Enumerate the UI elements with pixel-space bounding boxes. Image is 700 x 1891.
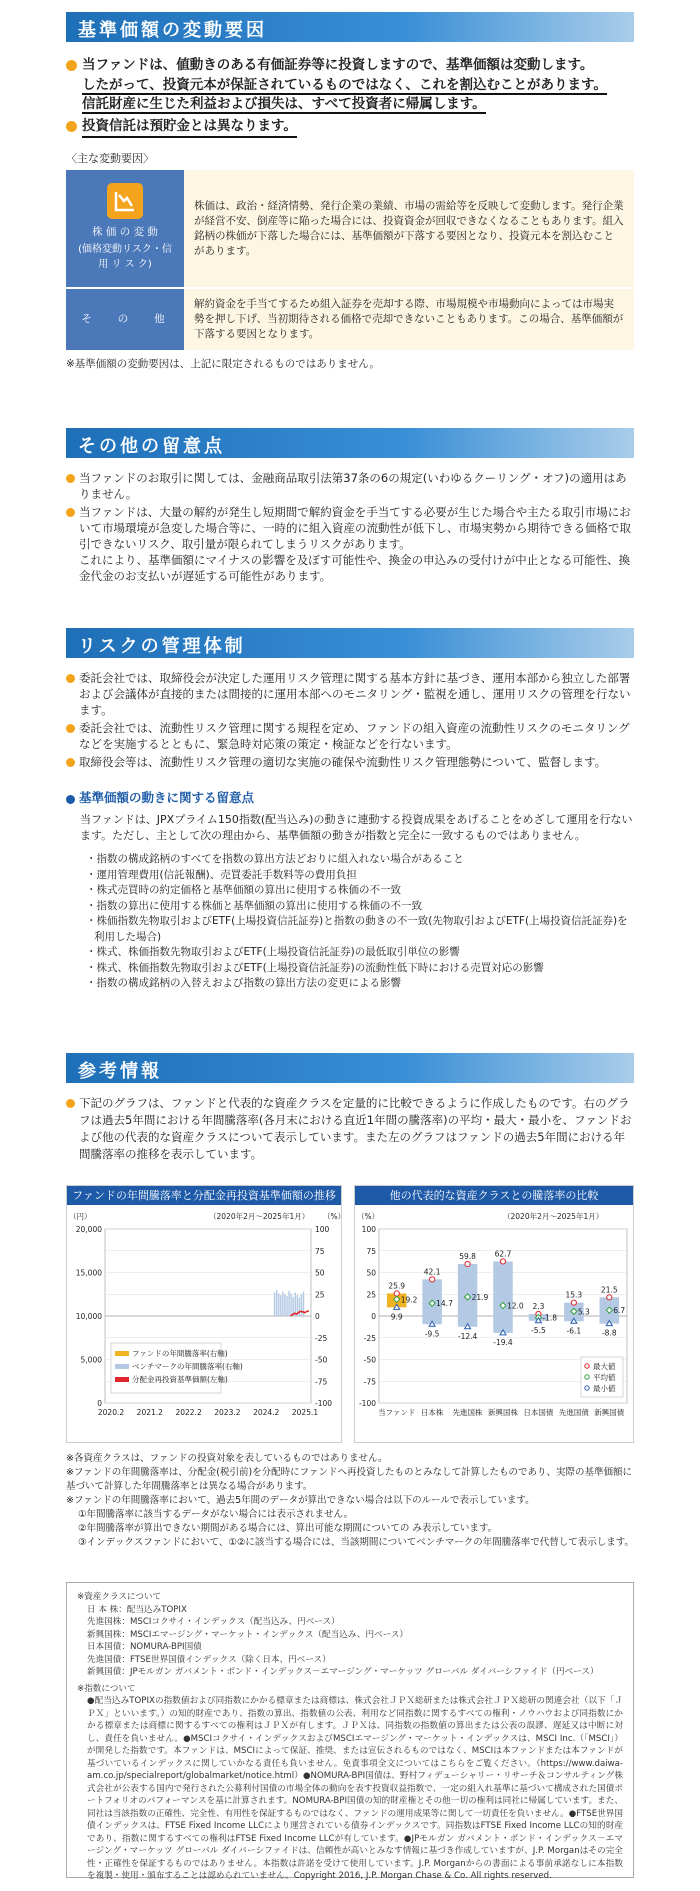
range-bar [493, 1261, 512, 1332]
section-volatility [66, 12, 634, 371]
bullet-icon [66, 60, 77, 71]
chart-left-svg [67, 1205, 346, 1442]
tick-label: 2021.2 [136, 1408, 163, 1417]
tick-label: -25 [315, 1333, 328, 1343]
tick-label: 0 [371, 1312, 376, 1321]
tick-label: 100 [315, 1225, 330, 1234]
bullet-item [66, 720, 634, 752]
tick-label: 2020.2 [97, 1408, 125, 1417]
factor-sublabel: (価格変動リスク・信 用 リ ス ク) [78, 244, 172, 270]
avg-label: 6.7 [613, 1306, 626, 1316]
min-label: -6.1 [566, 1326, 582, 1336]
max-label: 15.3 [565, 1290, 583, 1300]
section-risk-management [66, 628, 634, 992]
bullet-icon [66, 474, 75, 483]
tick-label: 50 [315, 1268, 325, 1278]
note-line: ①年間騰落率に該当するデータがない場合には表示されません。 [78, 1509, 354, 1520]
max-label: 2.3 [532, 1301, 545, 1311]
lead-text: したがって、投資元本が保証されているものではなく、これを割込むことがあります。 [82, 76, 607, 93]
note-line: ②年間騰落率が算出できない期間がある場合には、算出可能な期間についての み表示しています。 [78, 1523, 498, 1534]
legend-label: 最小値 [593, 1384, 616, 1393]
tick-label: 15,000 [75, 1268, 102, 1278]
tick-label: 2024.2 [253, 1408, 280, 1417]
bench-bar [276, 1290, 277, 1316]
tick-label: 0 [315, 1312, 320, 1321]
tick-label: 75 [315, 1246, 325, 1256]
bullet-icon [66, 508, 75, 517]
section-reference [66, 1053, 634, 1163]
bullet-item [66, 754, 634, 770]
index-disclaimer: ●配当込みTOPIXの指数値および同指数にかかる標章または商標は、株式会社ＪＰＸ総研または株式会社ＪＰＸ総研の関連会社（以下「ＪＰＸ」といいます。）の知的財産であり、指数の算出、指数値の公表、利用など同指数に関するすべての権利・ノウハウおよび同指数にかかる標章または商標に関するすべての権利はＪＰＸが有します。ＪＰＸは、同指数の指数値の算出または公表の誤謬、遅延又は中断に対し、責任を負いません。●MSCIコクサイ・インデックスおよびMSCIエマージング・マーケット・インデックスは、MSCI Inc.（「MSCI」）が開発した指数です。本ファンドは、MSCIによって保証、推奨、または宣伝されるものではなく、MSCIは本ファンドまたは本ファンドが基づいているインデックスに関していかなる責任も負いません。免責事項全文についてはこちらをご覧ください。（https://www.daiwa-am.co.jp/specialreport/globalmarket/notice.html）●NOMURA-BPI国債は、野村フィデューシャリー・リサーチ＆コンサルティング株式会社が公表する国内で発行された公募利付国債の市場全体の動向を表す投資収益指数で、一定の組入れ基準に基づいて構成された国債ポートフォリオのパフォーマンスを基に計算されます。NOMURA-BPI国債の知的財産権とその他一切の権利は同社に帰属しています。また、同社は当該指数の正確性、完全性、有用性を保証するものではなく、ファンドの運用成果等に関して一切責任を負いません。●FTSE世界国債インデックスは、FTSE Fixed Income LLCにより運営されている債券インデックスです。同指数はFTSE Fixed Income LLCの知的財産であり、指数に関するすべての権利はFTSE Fixed Income LLCが有しています。●JPモルガン ガバメント・ボンド・インデックス－エマージング・マーケッツ グローバル ダイバーシファイドは、信頼性が高いとみなす情報に基づき作成していますが、J.P. Morganはその完全性・正確性を保証するものではありません。本指数は許諾を受けて使用しています。J.P. Morganからの書面による事前承諾なしに本指数を複製・使用・頒布することは認められていません。Copyright 2016, J.P. Morgan Chase & Co. All rights reserved. [87, 1696, 624, 1881]
avg-label: 14.7 [436, 1299, 453, 1309]
section-title: その他の留意点 [66, 428, 634, 458]
lead-text: 信託財産に生じた利益および損失は、すべて投資者に帰属します。 [82, 96, 486, 112]
tick-label: 100 [361, 1225, 376, 1234]
note-line: ③インデックスファンドにおいて、①②に該当する場合には、当該期間についてベンチマークの年間騰落率で代替して表示します。 [78, 1537, 634, 1548]
bullet-text: 委託会社では、流動性リスク管理に関する規程を定め、ファンドの組入資産の流動性リスクのモニタリングなどを実施するとともに、緊急時対応策の策定・検証などを行ないます。 [79, 721, 630, 751]
list-item: ・指数の構成銘柄の入替えおよび指数の算出方法の変更による影響 [86, 977, 401, 989]
tick-label: 0 [97, 1399, 102, 1408]
category-label: 当ファンド [378, 1408, 416, 1417]
category-label: 日本国債 [523, 1408, 554, 1417]
chart-period: （2020年2月～2025年1月） [503, 1212, 604, 1221]
bullet-text: 委託会社では、取締役会が決定した運用リスク管理に関する基本方針に基づき、運用本部から独立した部署および会議体が直接的または間接的に運用本部へのモニタリング・監視を通し、運用リスクの管理を行ないます。 [79, 671, 631, 717]
subsection-text: 当ファンドは、JPXプライム150指数(配当込み)の動きに連動する投資成果をあげることをめざして運用を行ないます。ただし、主として次の理由から、基準価額の動きが指数と完全に一致するものではありません。 [80, 813, 633, 842]
bench-bar [274, 1293, 275, 1316]
asset-class-line: 日 本 株：配当込みTOPIX [87, 1604, 187, 1615]
asset-class-line: 新興国債：JPモルガン ガバメント・ボンド・インデックス－エマージング・マーケッツ グローバル ダイバーシファイド（円ベース） [87, 1667, 599, 1677]
bullet-item [66, 470, 634, 502]
legend-marker [585, 1364, 589, 1368]
y-axis-label: （%） [357, 1212, 380, 1221]
legend-marker [585, 1386, 589, 1390]
chart-notes [66, 1452, 634, 1550]
bullet-item [66, 504, 634, 584]
factor-text: 株価は、政治・経済情勢、発行企業の業績、市場の需給等を反映して変動します。発行企業が経営不安、倒産等に陥った場合には、投資資金が回収できなくなることもあります。組入銘柄の株価が下落した場合には、基準価額が下落する要因となり、投資元本を割込むことがあります。 [184, 170, 634, 288]
bench-bar [280, 1295, 281, 1316]
bullet-text: 当ファンドのお取引に関しては、金融商品取引法第37条の6の規定(いわゆるクーリング・オフ)の適用はありません。 [79, 471, 627, 501]
legend-marker [585, 1375, 589, 1379]
tick-label: 5,000 [80, 1355, 102, 1365]
tick-label: -100 [358, 1399, 376, 1408]
max-label: 59.8 [459, 1251, 476, 1261]
list-item: ・指数の構成銘柄のすべてを指数の算出方法どおりに組入れない場合があること [86, 853, 464, 865]
bullet-text: 下記のグラフは、ファンドと代表的な資産クラスを定量的に比較できるように作成したものです。右のグラフは過去5年間における年間騰落率(各月末における直近1年間の騰落率)の平均・最大・最小を、ファンドおよび他の代表的な資産クラスについて表示しています。また左のグラフはファンドの過去5年間における年間騰落率の推移を表示しています。 [79, 1096, 632, 1161]
bullet-icon [66, 758, 75, 767]
tick-label: -50 [363, 1355, 376, 1365]
legend-label: 最大値 [593, 1362, 616, 1371]
factor-list [66, 852, 634, 992]
asset-class-line: 新興国株：MSCIエマージング・マーケット・インデックス（配当込み、円ベース） [87, 1629, 409, 1640]
bench-bar [284, 1294, 285, 1316]
index-notes-box [66, 1582, 634, 1881]
factor-text: 解約資金を手当てするため組入証券を売却する際、市場規模や市場動向によっては市場実勢を押し下げ、当初期待される価格で売却できないこともあります。この場合、基準価額が下落する要因となります。 [184, 288, 634, 350]
bench-bar [282, 1292, 283, 1316]
note-line: ※ファンドの年間騰落率は、分配金(税引前)を分配時にファンドへ再投資したものとみなして計算したものであり、実際の基準価額に基づいて計算した年間騰落率とは異なる場合があります。 [66, 1467, 632, 1492]
factor-label: そ の 他 [66, 288, 184, 350]
max-point [430, 1277, 435, 1282]
min-label: -9.5 [424, 1329, 440, 1339]
bullet-icon [66, 674, 75, 683]
bullet-icon [66, 1099, 75, 1108]
bench-bar [295, 1293, 296, 1316]
category-label: 新興国債 [594, 1408, 625, 1417]
chart-fund-returns [66, 1185, 346, 1443]
tick-label: 10,000 [75, 1312, 102, 1321]
avg-label: 5.3 [577, 1307, 590, 1317]
asset-class-list [77, 1604, 623, 1679]
min-label: -8.8 [601, 1328, 617, 1338]
chart-title: ファンドの年間騰落率と分配金再投資基準価額の推移 [67, 1186, 341, 1205]
chart-asset-comparison [354, 1185, 634, 1443]
max-label: 21.5 [600, 1285, 618, 1295]
avg-label: 21.9 [471, 1292, 489, 1302]
category-label: 先進国債 [558, 1408, 589, 1417]
legend-swatch [115, 1351, 129, 1356]
note-line: ※各資産クラスは、ファンドの投資対象を表しているものではありません。 [66, 1453, 388, 1464]
factor-label-cell [66, 170, 184, 288]
min-label: -19.4 [493, 1337, 513, 1347]
bullet-item [66, 670, 634, 718]
list-item: ・指数の算出に使用する株価と基準価額の算出に使用する株価の不一致 [86, 899, 422, 912]
legend-label: ファンドの年間騰落率(右軸) [132, 1349, 228, 1358]
notes-heading: ※資産クラスについて [77, 1592, 162, 1602]
avg-label: 12.0 [507, 1301, 524, 1311]
category-label: 日本株 [420, 1408, 444, 1417]
lead-text: 投資信託は預貯金とは異なります。 [82, 117, 297, 139]
tick-label: 2022.2 [175, 1408, 202, 1417]
list-item: ・運用管理費用(信託報酬)、売買委託手数料等の費用負担 [86, 868, 357, 881]
category-label: 新興国株 [488, 1408, 518, 1417]
bench-bar [301, 1294, 302, 1316]
bullet-text: 取締役会等は、流動性リスク管理の適切な実施の確保や流動性リスク管理態勢について、監督します。 [79, 755, 607, 769]
note-line: ※ファンドの年間騰落率において、過去5年間のデータが算出できない場合は以下のルールで表示しています。 [66, 1495, 535, 1506]
bullet-icon [66, 724, 75, 733]
asset-class-line: 先進国債：FTSE世界国債インデックス（除く日本、円ベース） [87, 1654, 331, 1665]
asset-class-line: 日本国債：NOMURA-BPI国債 [87, 1642, 202, 1652]
factors-label: 〈主な変動要因〉 [66, 152, 154, 165]
max-point [571, 1300, 576, 1305]
y-axis-label: （円） [69, 1212, 92, 1221]
footnote: ※基準価額の変動要因は、上記に限定されるものではありません。 [66, 358, 380, 370]
subsection-title-text: 基準価額の動きに関する留意点 [79, 790, 255, 805]
min-label: 9.9 [390, 1312, 403, 1322]
asset-class-line: 先進国株：MSCIコクサイ・インデックス（配当込み、円ベース） [87, 1617, 340, 1627]
tick-label: 20,000 [75, 1225, 102, 1234]
category-label: 先進国株 [452, 1408, 483, 1417]
tick-label: 75 [366, 1246, 376, 1256]
lead-text: 当ファンドは、値動きのある有価証券等に投資しますので、基準価額は変動します。 [82, 57, 594, 73]
factor-label: 株 価 の 変 動 [92, 226, 158, 238]
bullet-item [66, 1095, 634, 1163]
list-item: ・株価指数先物取引およびETF(上場投資信託証券)と指数の動きの不一致(先物取引およびETF(上場投資信託証券)を利用した場合) [86, 915, 628, 943]
max-point [500, 1259, 505, 1264]
bullet-icon [66, 795, 75, 804]
legend-swatch [115, 1377, 129, 1382]
factor-table [66, 170, 634, 350]
max-point [607, 1295, 612, 1300]
legend-label: ベンチマークの年間騰落率(右軸) [132, 1362, 243, 1371]
subsection-title [66, 788, 634, 806]
max-point [465, 1261, 470, 1266]
lead-bullet [66, 56, 634, 115]
bullet-text: これにより、基準価額にマイナスの影響を及ぼす可能性や、換金の申込みの受付けが中止となる可能性、換金代金のお支払いが遅延する可能性があります。 [79, 553, 631, 583]
legend-label: 平均値 [593, 1373, 616, 1382]
tick-label: 50 [366, 1268, 376, 1278]
max-point [394, 1291, 399, 1296]
chart-title: 他の代表的な資産クラスとの騰落率の比較 [355, 1186, 633, 1205]
tick-label: 2025.1 [291, 1408, 319, 1417]
bench-bar [278, 1293, 279, 1316]
bullet-text: 当ファンドは、大量の解約が発生し短期間で解約資金を手当てする必要が生じた場合や主たる取引市場において市場環境が急変した場合等に、一時的に組入資産の流動性が低下し、市場実勢から期待できる価格で取引できないリスク、取引量が限られてしまうリスクがあります。 [79, 505, 631, 551]
chart-period: （2020年2月～2025年1月） [209, 1212, 310, 1221]
bench-bar [286, 1296, 287, 1316]
section-other-notes [66, 428, 634, 584]
tick-label: -75 [315, 1377, 328, 1387]
section-title: 参考情報 [66, 1053, 634, 1083]
list-item: ・株式、株価指数先物取引およびETF(上場投資信託証券)の最低取引単位の影響 [86, 946, 460, 958]
lead-bullet [66, 117, 634, 139]
max-label: 25.9 [388, 1281, 406, 1291]
section-title: リスクの管理体制 [66, 628, 634, 658]
list-item: ・株式、株価指数先物取引およびETF(上場投資信託証券)の流動性低下時における売買対応の影響 [86, 961, 544, 974]
avg-label: -1.8 [542, 1313, 558, 1323]
notes-heading: ※指数について [77, 1683, 136, 1694]
legend-swatch [115, 1364, 129, 1369]
bench-bar [288, 1291, 289, 1316]
tick-label: 25 [315, 1290, 325, 1300]
chart-right-svg [355, 1205, 633, 1442]
max-label: 42.1 [423, 1267, 441, 1277]
min-label: -12.4 [457, 1331, 478, 1341]
section-title: 基準価額の変動要因 [66, 12, 634, 42]
tick-label: 25 [366, 1290, 376, 1300]
legend-label: 分配金再投資基準価額(左軸) [132, 1375, 228, 1384]
chart-down-icon [107, 183, 143, 219]
tick-label: -100 [315, 1399, 333, 1408]
tick-label: -25 [363, 1333, 376, 1343]
bench-bar [290, 1293, 291, 1316]
bullet-icon [66, 121, 77, 132]
max-label: 62.7 [494, 1249, 512, 1259]
tick-label: -50 [315, 1355, 328, 1365]
tick-label: 2023.2 [214, 1408, 241, 1417]
bench-bar [299, 1298, 300, 1316]
min-label: -5.5 [531, 1325, 546, 1335]
y-axis-label: （%） [323, 1212, 346, 1221]
tick-label: -75 [363, 1377, 376, 1387]
avg-label: 19.2 [400, 1295, 418, 1305]
list-item: ・株式売買時の約定価格と基準価額の算出に使用する株価の不一致 [86, 884, 401, 896]
